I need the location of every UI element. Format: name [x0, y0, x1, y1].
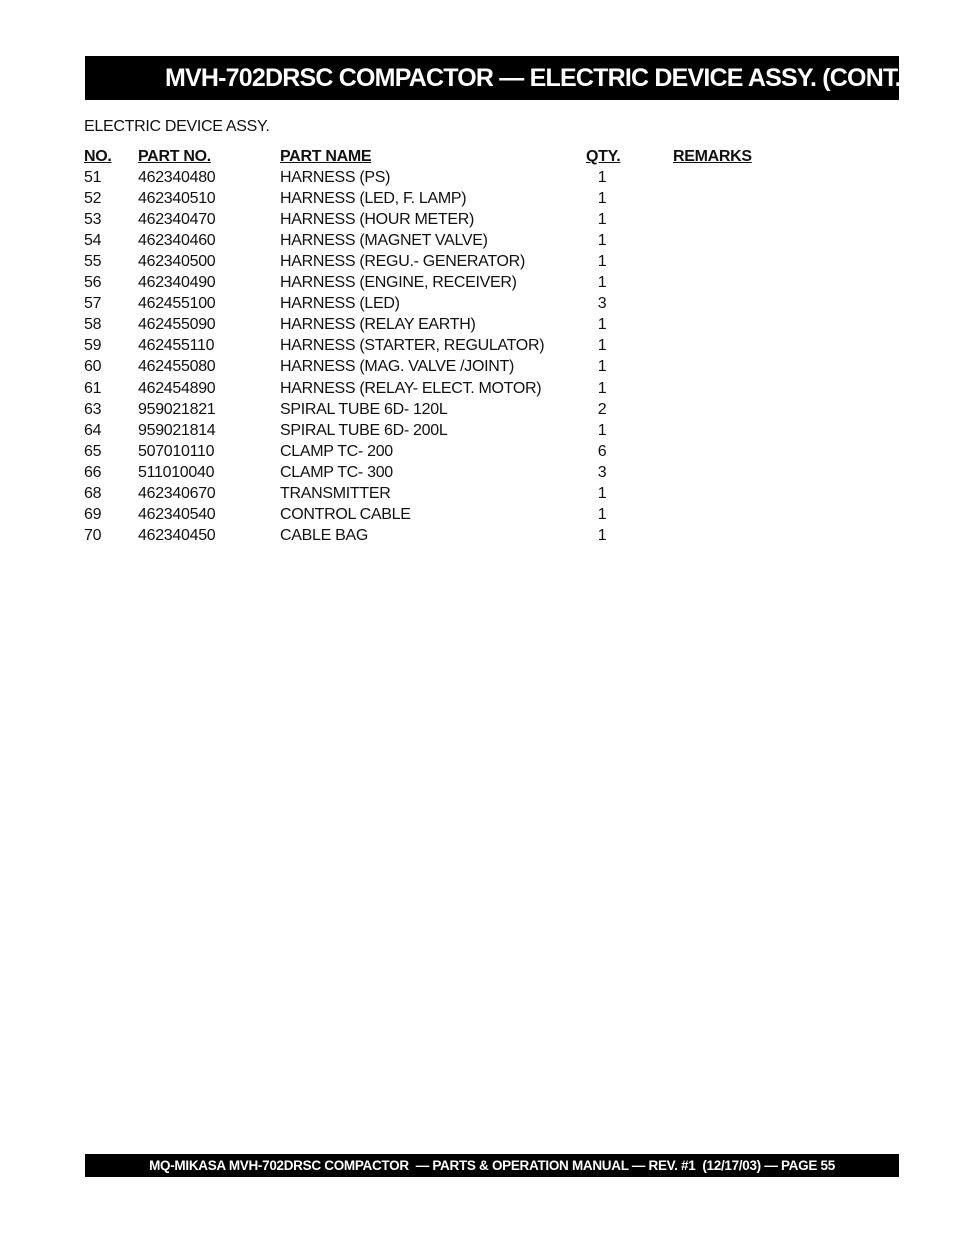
cell-qty: 1 — [597, 316, 607, 334]
cell-part-name: SPIRAL TUBE 6D- 120L — [280, 400, 448, 418]
cell-part-name: HARNESS (MAGNET VALVE) — [280, 232, 488, 250]
cell-no: 55 — [84, 253, 102, 271]
cell-qty: 1 — [597, 421, 607, 439]
cell-qty: 3 — [597, 295, 607, 313]
table-row — [84, 209, 784, 230]
table-row — [84, 483, 784, 504]
cell-qty: 1 — [597, 337, 607, 355]
cell-qty: 1 — [597, 379, 607, 397]
table-row — [84, 314, 784, 335]
cell-no: 69 — [84, 505, 102, 523]
column-header-remarks: REMARKS — [673, 148, 752, 165]
cell-no: 51 — [84, 169, 102, 187]
cell-qty: 1 — [597, 253, 607, 271]
cell-no: 68 — [84, 484, 102, 502]
column-header-part-no: PART NO. — [138, 148, 211, 165]
cell-part-no: 462340470 — [138, 211, 216, 229]
cell-qty: 1 — [597, 169, 607, 187]
table-row — [84, 230, 784, 251]
cell-part-no: 959021814 — [138, 421, 216, 439]
table-row — [84, 441, 784, 462]
cell-qty: 1 — [597, 190, 607, 208]
column-header-part-name: PART NAME — [280, 148, 372, 165]
table-row — [84, 188, 784, 209]
table-row — [84, 167, 784, 188]
cell-part-name: HARNESS (RELAY- ELECT. MOTOR) — [280, 379, 542, 397]
page-title-bar — [85, 56, 909, 100]
table-row — [84, 356, 784, 377]
cell-no: 60 — [84, 358, 102, 376]
cell-part-no: 462455110 — [138, 337, 215, 355]
table-row — [84, 399, 784, 420]
cell-no: 63 — [84, 400, 102, 418]
cell-no: 65 — [84, 442, 102, 460]
cell-part-no: 462454890 — [138, 379, 216, 397]
cell-qty: 3 — [597, 463, 607, 481]
cell-no: 53 — [84, 211, 102, 229]
cell-part-no: 507010110 — [138, 442, 215, 460]
cell-part-no: 462455090 — [138, 316, 216, 334]
cell-qty: 1 — [597, 505, 607, 523]
cell-part-no: 462340490 — [138, 274, 216, 292]
column-header-qty: QTY. — [586, 148, 621, 165]
cell-part-no: 462340510 — [138, 190, 216, 208]
cell-no: 70 — [84, 526, 102, 544]
cell-part-name: SPIRAL TUBE 6D- 200L — [280, 421, 448, 439]
column-header-no: NO. — [84, 148, 112, 165]
cell-qty: 1 — [597, 358, 607, 376]
table-body — [84, 167, 784, 546]
cell-part-name: HARNESS (LED, F. LAMP) — [280, 190, 467, 208]
cell-part-name: HARNESS (HOUR METER) — [280, 211, 475, 229]
cell-qty: 1 — [597, 274, 607, 292]
cell-part-name: CONTROL CABLE — [280, 505, 411, 523]
cell-qty: 1 — [597, 526, 607, 544]
cell-part-name: HARNESS (REGU.- GENERATOR) — [280, 253, 525, 271]
footer-bar — [85, 1154, 899, 1177]
cell-part-no: 462455100 — [138, 295, 216, 313]
cell-no: 56 — [84, 274, 102, 292]
cell-part-no: 511010040 — [138, 463, 215, 481]
parts-table — [84, 146, 784, 546]
cell-part-no: 462340500 — [138, 253, 216, 271]
cell-part-no: 462455080 — [138, 358, 216, 376]
cell-part-name: HARNESS (ENGINE, RECEIVER) — [280, 274, 517, 292]
table-header-row — [84, 146, 784, 167]
cell-part-no: 959021821 — [138, 400, 216, 418]
cell-qty: 1 — [597, 484, 607, 502]
section-label: ELECTRIC DEVICE ASSY. — [84, 118, 270, 135]
table-row — [84, 251, 784, 272]
cell-part-no: 462340450 — [138, 526, 216, 544]
cell-qty: 6 — [597, 442, 607, 460]
cell-part-name: HARNESS (PS) — [280, 169, 391, 187]
cell-part-name: HARNESS (MAG. VALVE /JOINT) — [280, 358, 515, 376]
cell-qty: 1 — [597, 232, 607, 250]
cell-no: 58 — [84, 316, 102, 334]
table-row — [84, 272, 784, 293]
table-row — [84, 378, 784, 399]
cell-part-no: 462340480 — [138, 169, 216, 187]
cell-no: 57 — [84, 295, 102, 313]
table-row — [84, 525, 784, 546]
table-row — [84, 335, 784, 356]
table-row — [84, 504, 784, 525]
cell-part-name: CABLE BAG — [280, 526, 369, 544]
cell-no: 52 — [84, 190, 102, 208]
footer-text: MQ-MIKASA MVH-702DRSC COMPACTOR — PARTS & OPERATION MANUAL — REV. #1 (12/17/03) — PAGE 55 — [149, 1158, 835, 1173]
page-title: MVH-702DRSC COMPACTOR — ELECTRIC DEVICE ASSY. (CONT.) — [165, 63, 909, 92]
cell-no: 64 — [84, 421, 102, 439]
cell-no: 61 — [84, 379, 102, 397]
cell-part-no: 462340460 — [138, 232, 216, 250]
cell-part-name: CLAMP TC- 300 — [280, 463, 393, 481]
cell-part-name: TRANSMITTER — [280, 484, 391, 502]
cell-part-name: CLAMP TC- 200 — [280, 442, 393, 460]
cell-qty: 2 — [597, 400, 607, 418]
cell-part-no: 462340540 — [138, 505, 216, 523]
cell-qty: 1 — [597, 211, 607, 229]
cell-part-name: HARNESS (LED) — [280, 295, 400, 313]
cell-part-name: HARNESS (RELAY EARTH) — [280, 316, 476, 334]
cell-part-name: HARNESS (STARTER, REGULATOR) — [280, 337, 545, 355]
cell-no: 59 — [84, 337, 102, 355]
cell-part-no: 462340670 — [138, 484, 216, 502]
table-row — [84, 420, 784, 441]
table-row — [84, 293, 784, 314]
cell-no: 66 — [84, 463, 102, 481]
table-row — [84, 462, 784, 483]
cell-no: 54 — [84, 232, 102, 250]
